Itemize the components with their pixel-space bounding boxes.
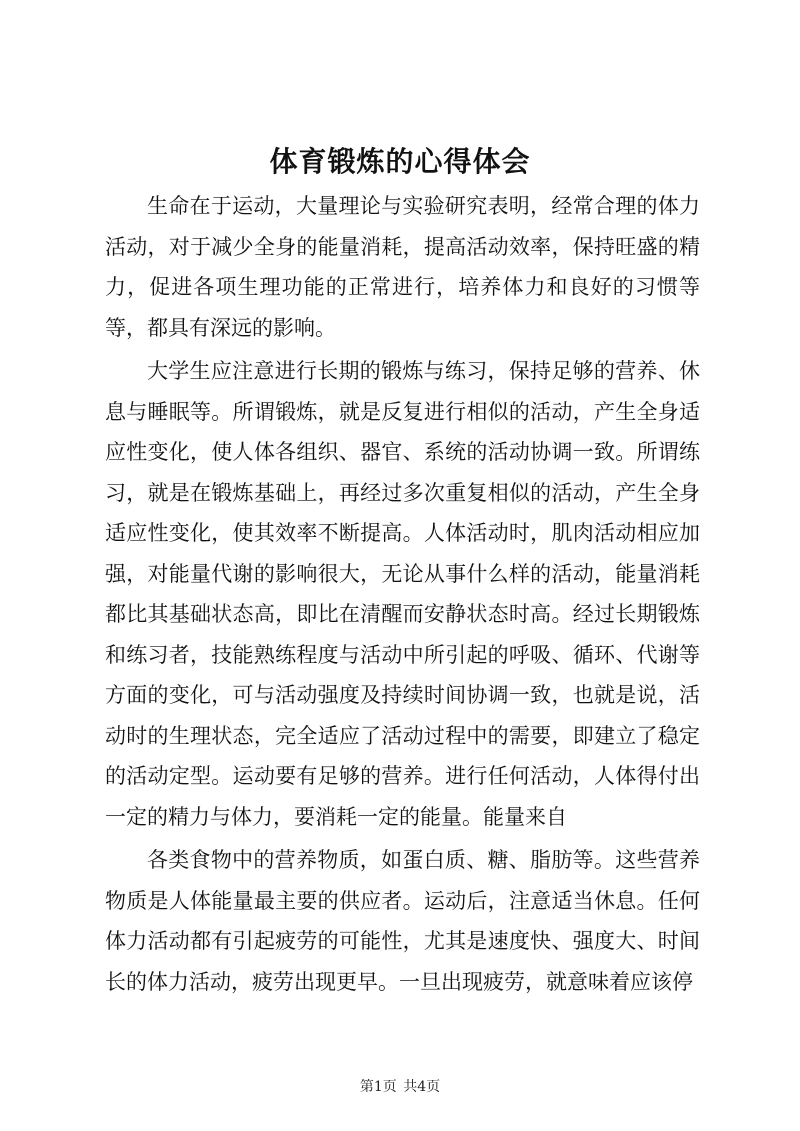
document-body [105,186,700,1002]
page-number: 第1页 [359,1079,397,1095]
page-total: 共4页 [403,1079,441,1095]
document-title: 体育锻炼的心得体会 [269,145,531,178]
paragraph-1: 生命在于运动，大量理论与实验研究表明，经常合理的体力活动，对于减少全身的能量消耗，提高活动效率，保持旺盛的精力，促进各项生理功能的正常进行，培养体力和良好的习惯等等，都具有深远的影响。 [105,194,700,340]
paragraph-3: 各类食物中的营养物质，如蛋白质、糖、脂肪等。这些营养物质是人体能量最主要的供应者。运动后，注意适当休息。任何体力活动都有引起疲劳的可能性，尤其是速度快、强度大、时间长的体力活动，疲劳出现更早。一旦出现疲劳，就意味着应该停 [105,848,700,994]
page-footer [0,1076,800,1096]
paragraph-2: 大学生应注意进行长期的锻炼与练习，保持足够的营养、休息与睡眠等。所谓锻炼，就是反复进行相似的活动，产生全身适应性变化，使人体各组织、器官、系统的活动协调一致。所谓练习，就是在锻炼基础上，再经过多次重复相似的活动，产生全身适应性变化，使其效率不断提高。人体活动时，肌肉活动相应加强，对能量代谢的影响很大，无论从事什么样的活动，能量消耗都比其基础状态高，即比在清醒而安静状态时高。经过长期锻炼和练习者，技能熟练程度与活动中所引起的呼吸、循环、代谢等方面的变化，可与活动强度及持续时间协调一致，也就是说，活动时的生理状态，完全适应了活动过程中的需要，即建立了稳定的活动定型。运动要有足够的营养。进行任何活动，人体得付出一定的精力与体力，要消耗一定的能量。能量来自 [105,359,700,829]
